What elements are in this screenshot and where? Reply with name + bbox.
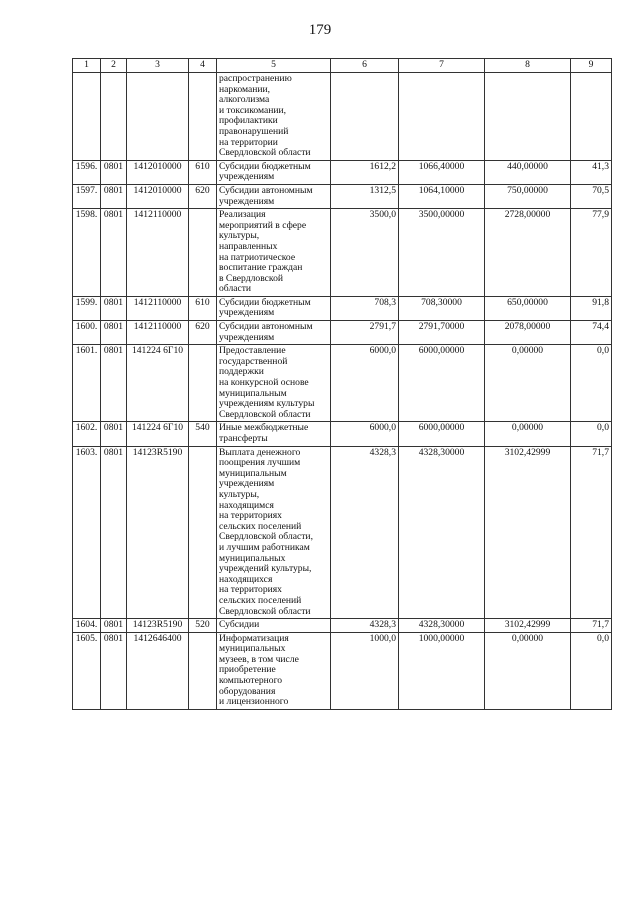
target-code-cell: 1412110000 (127, 321, 189, 345)
description-line: и токсикомании, (219, 104, 287, 116)
percent-cell: 0,0 (571, 632, 612, 709)
description-line: Свердловской области, (219, 531, 313, 543)
row-number-cell: 1605. (73, 632, 101, 709)
table-row (73, 296, 612, 320)
description-line: Субсидии бюджетным (219, 296, 311, 308)
description-line: компьютерного (219, 675, 283, 687)
col-header: 8 (485, 59, 571, 73)
executed-amount-cell: 0,00000 (485, 422, 571, 446)
row-number-cell: 1604. (73, 619, 101, 633)
percent-cell: 41,3 (571, 160, 612, 184)
table-row (73, 160, 612, 184)
description-line: оборудования (219, 685, 276, 697)
expense-type-cell (189, 345, 217, 422)
section-code-cell: 0801 (101, 209, 127, 297)
expense-type-cell: 520 (189, 619, 217, 633)
expense-type-cell (189, 209, 217, 297)
description-line: Субсидии (219, 619, 260, 631)
target-code-cell: 1412010000 (127, 160, 189, 184)
section-code-cell: 0801 (101, 345, 127, 422)
table-row (73, 184, 612, 208)
executed-amount-cell: 2728,00000 (485, 209, 571, 297)
description-cell (217, 632, 331, 709)
col-header: 2 (101, 59, 127, 73)
approved-amount-cell: 2791,70000 (399, 321, 485, 345)
row-number-cell: 1599. (73, 296, 101, 320)
row-number-cell: 1600. (73, 321, 101, 345)
description-line: мероприятий в сфере (219, 219, 307, 231)
row-number-cell (73, 73, 101, 161)
section-code-cell: 0801 (101, 184, 127, 208)
executed-amount-cell: 3102,42999 (485, 619, 571, 633)
description-line: правонарушений (219, 125, 289, 137)
description-line: учреждениям (219, 478, 275, 490)
description-line: и лицензионного (219, 696, 289, 708)
table-row (73, 619, 612, 633)
executed-amount-cell: 440,00000 (485, 160, 571, 184)
description-line: находящимся (219, 499, 274, 511)
description-line: муниципальных (219, 552, 286, 564)
percent-cell: 0,0 (571, 422, 612, 446)
description-cell (217, 345, 331, 422)
section-code-cell: 0801 (101, 446, 127, 619)
description-cell (217, 321, 331, 345)
description-line: направленных (219, 240, 278, 252)
planned-amount-cell: 4328,3 (331, 619, 399, 633)
budget-table (72, 58, 612, 710)
description-line: учреждениям (219, 331, 275, 343)
section-code-cell: 0801 (101, 619, 127, 633)
description-line: воспитание граждан (219, 262, 303, 274)
description-line: Свердловской области (219, 147, 311, 159)
row-number-cell: 1598. (73, 209, 101, 297)
approved-amount-cell: 6000,00000 (399, 422, 485, 446)
section-code-cell: 0801 (101, 160, 127, 184)
target-code-cell: 14123R5190 (127, 619, 189, 633)
executed-amount-cell: 650,00000 (485, 296, 571, 320)
percent-cell: 71,7 (571, 619, 612, 633)
row-number-cell: 1601. (73, 345, 101, 422)
table-row (73, 345, 612, 422)
description-cell (217, 184, 331, 208)
executed-amount-cell (485, 73, 571, 161)
approved-amount-cell (399, 73, 485, 161)
description-line: Субсидии автономным (219, 184, 313, 196)
target-code-cell: 141224 6Г10 (127, 422, 189, 446)
col-header: 4 (189, 59, 217, 73)
col-header: 7 (399, 59, 485, 73)
row-number-cell: 1602. (73, 422, 101, 446)
percent-cell (571, 73, 612, 161)
description-line: на территориях (219, 584, 282, 596)
planned-amount-cell: 1612,2 (331, 160, 399, 184)
description-line: на территории (219, 136, 278, 148)
expense-type-cell (189, 632, 217, 709)
description-line: поддержки (219, 366, 264, 378)
section-code-cell: 0801 (101, 321, 127, 345)
expense-type-cell: 610 (189, 160, 217, 184)
percent-cell: 0,0 (571, 345, 612, 422)
description-cell (217, 446, 331, 619)
target-code-cell: 1412110000 (127, 209, 189, 297)
executed-amount-cell: 3102,42999 (485, 446, 571, 619)
approved-amount-cell: 4328,30000 (399, 619, 485, 633)
description-cell (217, 209, 331, 297)
header-row (73, 59, 612, 73)
executed-amount-cell: 0,00000 (485, 345, 571, 422)
col-header: 9 (571, 59, 612, 73)
executed-amount-cell: 0,00000 (485, 632, 571, 709)
col-header: 3 (127, 59, 189, 73)
percent-cell: 70,5 (571, 184, 612, 208)
planned-amount-cell: 708,3 (331, 296, 399, 320)
expense-type-cell (189, 73, 217, 161)
percent-cell: 71,7 (571, 446, 612, 619)
planned-amount-cell (331, 73, 399, 161)
planned-amount-cell: 1312,5 (331, 184, 399, 208)
description-line: учреждениям (219, 195, 275, 207)
description-line: распространению (219, 73, 292, 84)
approved-amount-cell: 6000,00000 (399, 345, 485, 422)
description-line: находящихся (219, 573, 273, 585)
executed-amount-cell: 750,00000 (485, 184, 571, 208)
description-line: Предоставление (219, 345, 286, 357)
target-code-cell: 1412646400 (127, 632, 189, 709)
table-row (73, 209, 612, 297)
description-line: наркомании, (219, 83, 271, 95)
table-row (73, 73, 612, 161)
description-line: на территориях (219, 510, 282, 522)
approved-amount-cell: 1066,40000 (399, 160, 485, 184)
description-line: на патриотическое (219, 251, 296, 263)
description-line: трансферты (219, 433, 268, 444)
description-line: сельских поселений (219, 594, 302, 606)
description-line: и лучшим работникам (219, 541, 310, 553)
table-row (73, 446, 612, 619)
description-line: Свердловской области (219, 408, 311, 420)
planned-amount-cell: 6000,0 (331, 345, 399, 422)
description-line: учреждениям (219, 171, 275, 183)
target-code-cell: 1412010000 (127, 184, 189, 208)
description-cell (217, 160, 331, 184)
section-code-cell: 0801 (101, 632, 127, 709)
planned-amount-cell: 2791,7 (331, 321, 399, 345)
approved-amount-cell: 4328,30000 (399, 446, 485, 619)
approved-amount-cell: 1064,10000 (399, 184, 485, 208)
target-code-cell: 14123R5190 (127, 446, 189, 619)
description-line: учреждениям культуры (219, 398, 315, 410)
description-cell (217, 619, 331, 633)
planned-amount-cell: 1000,0 (331, 632, 399, 709)
description-line: Информатизация (219, 632, 289, 644)
target-code-cell (127, 73, 189, 161)
description-line: приобретение (219, 664, 276, 676)
description-line: муниципальным (219, 467, 287, 479)
description-line: Иные межбюджетные (219, 422, 309, 434)
description-line: музеев, в том числе (219, 653, 299, 665)
description-line: сельских поселений (219, 520, 302, 532)
section-code-cell: 0801 (101, 422, 127, 446)
table-row (73, 632, 612, 709)
col-header: 6 (331, 59, 399, 73)
expense-type-cell: 620 (189, 321, 217, 345)
description-line: на конкурсной основе (219, 377, 309, 389)
row-number-cell: 1596. (73, 160, 101, 184)
description-line: в Свердловской (219, 272, 284, 284)
expense-type-cell: 610 (189, 296, 217, 320)
percent-cell: 74,4 (571, 321, 612, 345)
approved-amount-cell: 708,30000 (399, 296, 485, 320)
planned-amount-cell: 4328,3 (331, 446, 399, 619)
col-header: 5 (217, 59, 331, 73)
planned-amount-cell: 6000,0 (331, 422, 399, 446)
planned-amount-cell: 3500,0 (331, 209, 399, 297)
expense-type-cell: 540 (189, 422, 217, 446)
description-line: муниципальных (219, 643, 286, 655)
section-code-cell (101, 73, 127, 161)
description-line: муниципальным (219, 387, 287, 399)
section-code-cell: 0801 (101, 296, 127, 320)
description-line: культуры, (219, 230, 260, 242)
expense-type-cell (189, 446, 217, 619)
description-line: Субсидии бюджетным (219, 160, 311, 172)
percent-cell: 91,8 (571, 296, 612, 320)
description-line: области (219, 283, 252, 295)
description-line: государственной (219, 355, 288, 367)
description-line: Субсидии автономным (219, 321, 313, 333)
description-cell (217, 296, 331, 320)
description-line: учреждений культуры, (219, 563, 312, 575)
description-line: культуры, (219, 488, 260, 500)
col-header: 1 (73, 59, 101, 73)
target-code-cell: 141224 6Г10 (127, 345, 189, 422)
table-row (73, 321, 612, 345)
target-code-cell: 1412110000 (127, 296, 189, 320)
table-body (73, 73, 612, 710)
description-cell (217, 73, 331, 161)
percent-cell: 77,9 (571, 209, 612, 297)
description-line: Свердловской области (219, 605, 311, 617)
description-cell (217, 422, 331, 446)
description-line: Выплата денежного (219, 446, 301, 458)
approved-amount-cell: 3500,00000 (399, 209, 485, 297)
row-number-cell: 1603. (73, 446, 101, 619)
description-line: поощрения лучшим (219, 457, 301, 469)
description-line: профилактики (219, 115, 278, 127)
approved-amount-cell: 1000,00000 (399, 632, 485, 709)
page-number: 179 (308, 22, 332, 38)
description-line: учреждениям (219, 307, 275, 319)
row-number-cell: 1597. (73, 184, 101, 208)
expense-type-cell: 620 (189, 184, 217, 208)
executed-amount-cell: 2078,00000 (485, 321, 571, 345)
description-line: Реализация (219, 209, 266, 221)
table-row (73, 422, 612, 446)
description-line: алкоголизма (219, 94, 270, 106)
